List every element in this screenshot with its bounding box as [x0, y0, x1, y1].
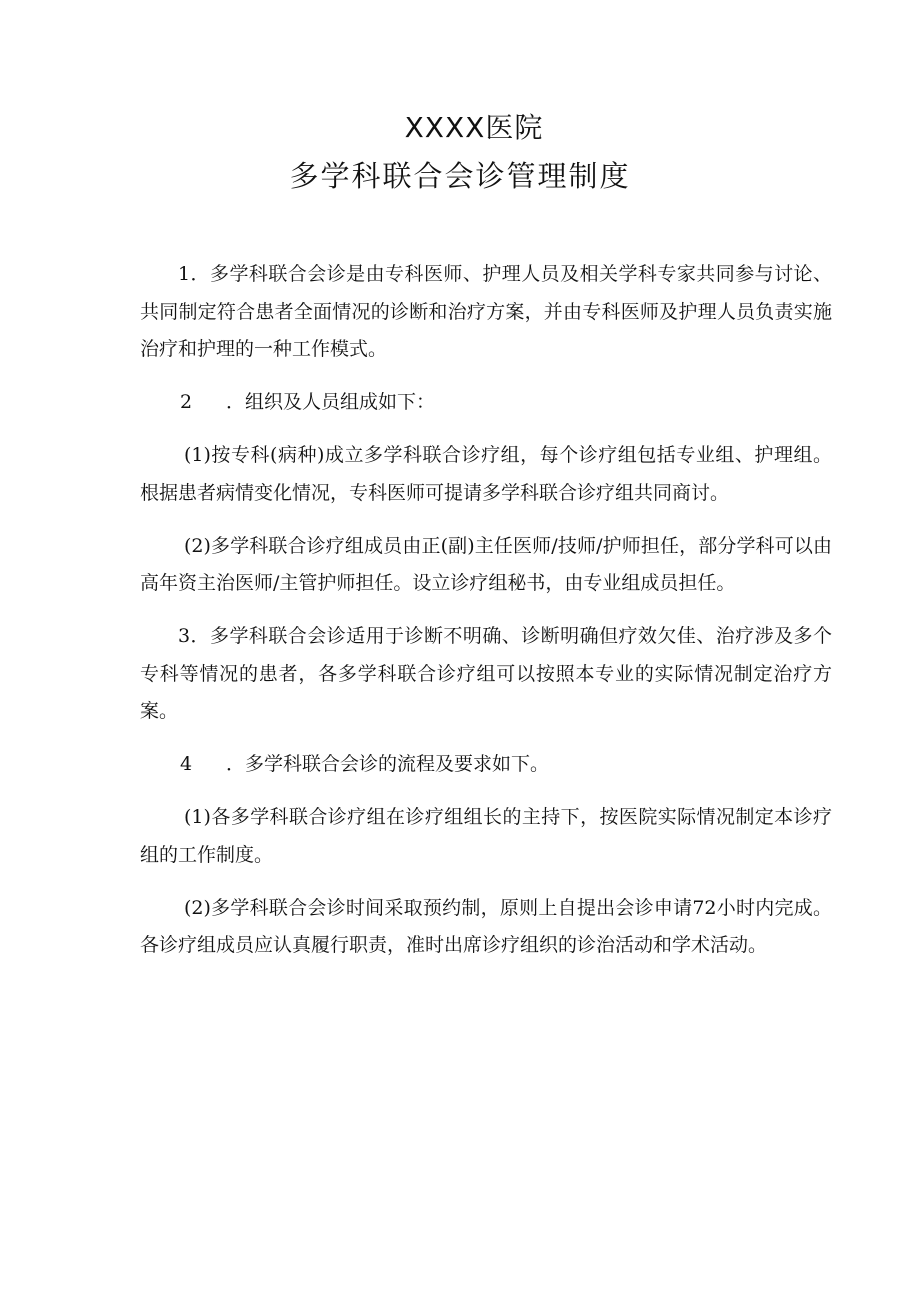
section-number: 2: [180, 391, 193, 413]
section-number: 4: [180, 753, 193, 775]
paragraph-1: 1．多学科联合会诊是由专科医师、护理人员及相关学科专家共同参与讨论、共同制定符合患者全面情况的诊断和治疗方案，并由专科医师及护理人员负责实施治疗和护理的一种工作模式。: [140, 263, 832, 360]
title-block: [0, 108, 920, 196]
paragraph-3: 3．多学科联合会诊适用于诊断不明确、诊断明确但疗效欠佳、治疗涉及多个专科等情况的患者，各多学科联合诊疗组可以按照本专业的实际情况制定治疗方案。: [140, 625, 832, 722]
paragraph-2-2: (2)多学科联合诊疗组成员由正(副)主任医师/技师/护师担任，部分学科可以由高年资主治医师/主管护师担任。设立诊疗组秘书，由专业组成员担任。: [140, 534, 832, 594]
paragraph-2: [140, 384, 832, 422]
section-heading: ．多学科联合会诊的流程及要求如下。: [226, 753, 550, 775]
hospital-name: XXXX医院: [404, 111, 544, 144]
paragraph-4-1: (1)各多学科联合诊疗组在诊疗组组长的主持下，按医院实际情况制定本诊疗组的工作制度。: [140, 806, 832, 866]
paragraph-2-1: (1)按专科(病种)成立多学科联合诊疗组，每个诊疗组包括专业组、护理组。根据患者病情变化情况，专科医师可提请多学科联合诊疗组共同商讨。: [140, 444, 832, 504]
section-heading: ．组织及人员组成如下：: [226, 391, 436, 413]
document-body: [140, 256, 832, 980]
paragraph-4: [140, 746, 832, 784]
paragraph-4-2: (2)多学科联合会诊时间采取预约制，原则上自提出会诊申请72小时内完成。各诊疗组成员应认真履行职责，准时出席诊疗组织的诊治活动和学术活动。: [140, 896, 832, 956]
document-title: 多学科联合会诊管理制度: [289, 159, 631, 193]
